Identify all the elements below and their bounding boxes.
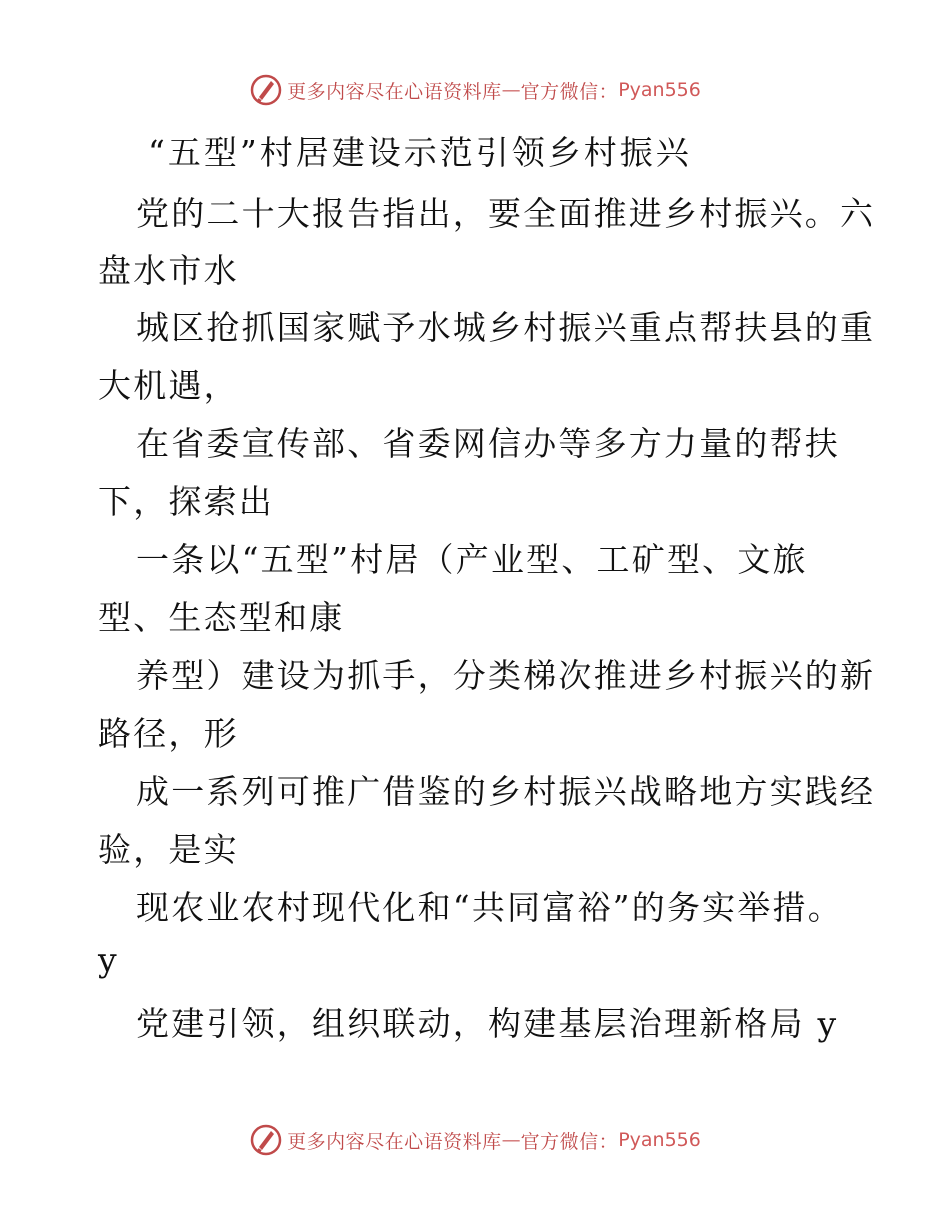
body-line: 成一系列可推广借鉴的乡村振兴战略地方实践经 bbox=[136, 772, 876, 811]
body-line: 路径，形 bbox=[98, 714, 239, 753]
body-line: 下，探索出 bbox=[98, 482, 274, 521]
watermark-account-id: Pyan556 bbox=[618, 1129, 701, 1151]
body-line: 城区抢抓国家赋予水城乡村振兴重点帮扶县的重 bbox=[136, 308, 876, 347]
body-line: 一条以“五型”村居（产业型、工矿型、文旅 bbox=[136, 540, 808, 579]
watermark-account-label: 官方微信： bbox=[520, 1130, 619, 1153]
body-line: 党的二十大报告指出，要全面推进乡村振兴。六 bbox=[136, 194, 876, 233]
quill-logo-icon bbox=[249, 1123, 283, 1157]
watermark-separator: — bbox=[501, 1129, 521, 1151]
section-heading: 党建引领，组织联动，构建基层治理新格局 y bbox=[136, 1004, 839, 1043]
watermark-separator: — bbox=[501, 79, 521, 101]
watermark-text: 更多内容尽在心语资料库 bbox=[287, 1130, 502, 1153]
header-watermark bbox=[0, 71, 950, 109]
watermark-text: 更多内容尽在心语资料库 bbox=[287, 80, 502, 103]
body-line: y bbox=[98, 940, 119, 979]
watermark-account-label: 官方微信： bbox=[520, 80, 619, 103]
body-line: 在省委宣传部、省委网信办等多方力量的帮扶 bbox=[136, 424, 840, 463]
body-line: 大机遇， bbox=[98, 366, 239, 405]
body-line: 现农业农村现代化和“共同富裕”的务实举措。 bbox=[136, 888, 843, 927]
footer-watermark bbox=[0, 1121, 950, 1159]
body-line: 验，是实 bbox=[98, 830, 239, 869]
body-line: 型、生态型和康 bbox=[98, 598, 345, 637]
body-line: 养型）建设为抓手，分类梯次推进乡村振兴的新 bbox=[136, 656, 876, 695]
watermark-account-id: Pyan556 bbox=[618, 79, 701, 101]
quill-logo-icon bbox=[249, 73, 283, 107]
document-title: “五型”村居建设示范引领乡村振兴 bbox=[148, 133, 692, 172]
body-line: 盘水市水 bbox=[98, 251, 239, 290]
